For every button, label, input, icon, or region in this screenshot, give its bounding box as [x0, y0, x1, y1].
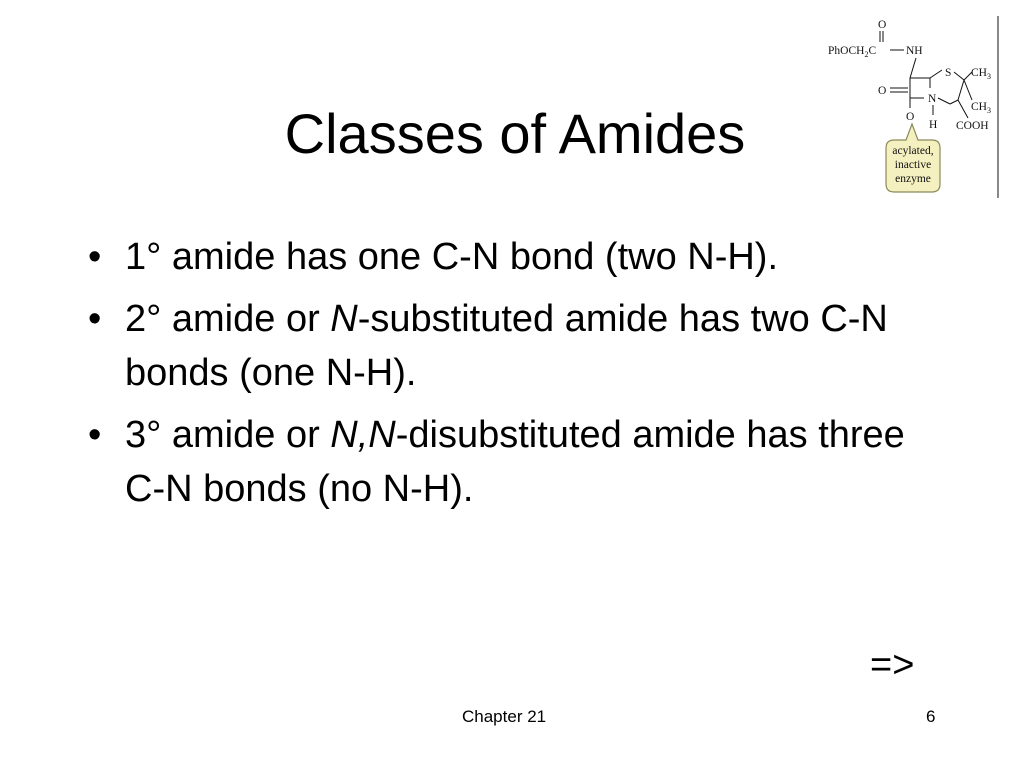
methyl-b-label: $CH_3$ [971, 101, 991, 115]
nh-label: NH [906, 45, 923, 57]
methyl-a-label: $CH_3$ [971, 67, 991, 81]
slide-title: Classes of Amides [284, 102, 746, 165]
penicillin-structure-diagram [824, 12, 1000, 202]
next-slide-arrow[interactable]: => [870, 644, 915, 686]
bullet-list [88, 230, 938, 524]
carbonyl-o-top: O [878, 19, 887, 31]
ester-o-label: O [906, 111, 915, 123]
hydrogen-label: H [929, 119, 938, 131]
bullet-secondary-amide: • 2° amide or N-substituted amide has two C-N bonds (one N-H). [88, 292, 938, 400]
bullet-primary-amide: • 1° amide has one C-N bond (two N-H). [88, 230, 938, 284]
side-chain-label: PhOCH$_2$C [828, 45, 877, 59]
lactam-o-label: O [878, 85, 887, 97]
footer-chapter: Chapter 21 [462, 707, 547, 726]
callout-line-3: enzyme [895, 173, 931, 185]
callout-line-2: inactive [894, 159, 932, 171]
cooh-label: COOH [956, 120, 989, 132]
page-number: 6 [926, 707, 936, 726]
nitrogen-label: N [928, 93, 937, 105]
sulfur-label: S [945, 67, 952, 79]
callout-line-1: acylated, [892, 145, 934, 157]
bullet-tertiary-amide: • 3° amide or N,N-disubstituted amide has three C-N bonds (no N-H). [88, 408, 938, 516]
